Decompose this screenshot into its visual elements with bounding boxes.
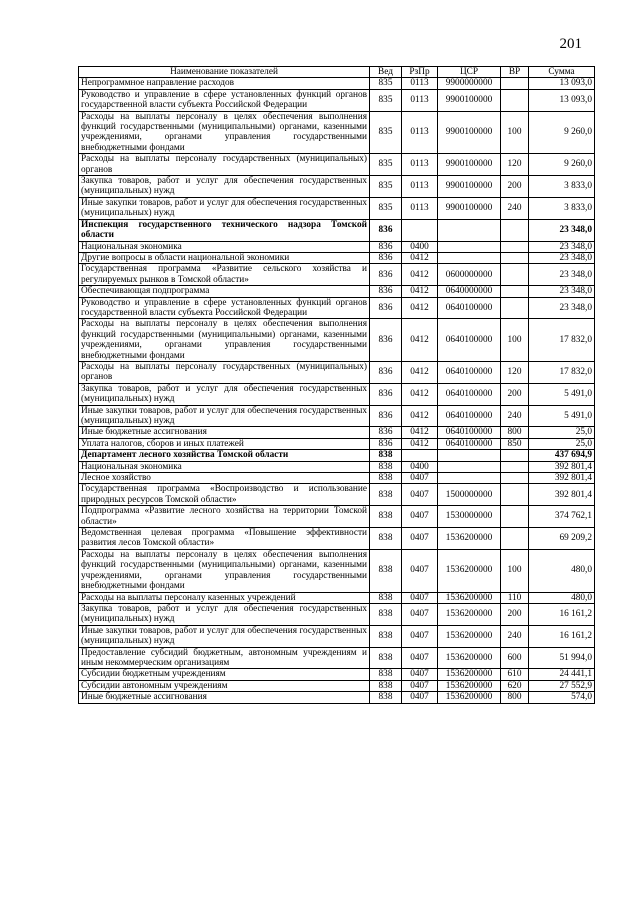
row-vr: 120 xyxy=(501,154,529,176)
table-row xyxy=(79,197,595,219)
row-sum: 51 994,0 xyxy=(529,647,595,669)
row-vr xyxy=(501,89,529,111)
row-sum: 17 832,0 xyxy=(529,319,595,362)
row-rzpr xyxy=(402,450,438,461)
row-vr xyxy=(501,78,529,89)
row-name: Лесное хозяйство xyxy=(79,473,370,484)
row-vr: 100 xyxy=(501,319,529,362)
row-name: Национальная экономика xyxy=(79,461,370,472)
header-name: Наименование показателей xyxy=(79,67,370,78)
row-csr xyxy=(438,450,501,461)
row-ved: 838 xyxy=(370,603,402,625)
row-csr xyxy=(438,473,501,484)
row-ved: 836 xyxy=(370,383,402,405)
row-vr xyxy=(501,241,529,252)
row-rzpr: 0412 xyxy=(402,438,438,449)
row-vr xyxy=(501,297,529,319)
table-row xyxy=(79,286,595,297)
row-name: Расходы на выплаты персоналу казенных учреждений xyxy=(79,592,370,603)
row-sum: 23 348,0 xyxy=(529,297,595,319)
row-name: Уплата налогов, сборов и иных платежей xyxy=(79,438,370,449)
row-sum: 24 441,1 xyxy=(529,669,595,680)
table-row xyxy=(79,361,595,383)
table-row xyxy=(79,319,595,362)
row-sum: 9 260,0 xyxy=(529,154,595,176)
table-row xyxy=(79,241,595,252)
row-csr: 1536200000 xyxy=(438,528,501,550)
row-ved: 838 xyxy=(370,680,402,691)
row-vr xyxy=(501,461,529,472)
row-vr xyxy=(501,506,529,528)
row-sum: 574,0 xyxy=(529,692,595,703)
row-sum: 23 348,0 xyxy=(529,286,595,297)
row-ved: 836 xyxy=(370,405,402,427)
row-ved: 836 xyxy=(370,286,402,297)
row-rzpr: 0113 xyxy=(402,111,438,154)
row-csr: 1536200000 xyxy=(438,603,501,625)
table-row xyxy=(79,669,595,680)
row-ved: 838 xyxy=(370,625,402,647)
row-csr: 9900000000 xyxy=(438,78,501,89)
row-rzpr: 0400 xyxy=(402,241,438,252)
row-sum: 5 491,0 xyxy=(529,383,595,405)
table-row xyxy=(79,450,595,461)
row-name: Непрограммное направление расходов xyxy=(79,78,370,89)
row-vr: 240 xyxy=(501,625,529,647)
table-row xyxy=(79,680,595,691)
row-sum: 25,0 xyxy=(529,427,595,438)
row-csr: 0640100000 xyxy=(438,438,501,449)
row-ved: 835 xyxy=(370,111,402,154)
row-csr: 1536200000 xyxy=(438,549,501,592)
table-row xyxy=(79,111,595,154)
row-name: Руководство и управление в сфере установленных функций органов государственной власти субъекта Российской Федерации xyxy=(79,297,370,319)
row-ved: 838 xyxy=(370,484,402,506)
row-sum: 392 801,4 xyxy=(529,473,595,484)
row-rzpr: 0412 xyxy=(402,427,438,438)
row-rzpr: 0407 xyxy=(402,473,438,484)
table-row xyxy=(79,89,595,111)
row-name: Департамент лесного хозяйства Томской области xyxy=(79,450,370,461)
row-csr: 1500000000 xyxy=(438,484,501,506)
row-name: Иные закупки товаров, работ и услуг для обеспечения государственных (муниципальных) нужд xyxy=(79,405,370,427)
row-sum: 69 209,2 xyxy=(529,528,595,550)
row-csr xyxy=(438,241,501,252)
table-row xyxy=(79,252,595,263)
row-vr xyxy=(501,473,529,484)
row-sum: 480,0 xyxy=(529,549,595,592)
row-rzpr: 0113 xyxy=(402,154,438,176)
row-csr: 1536200000 xyxy=(438,669,501,680)
row-ved: 838 xyxy=(370,647,402,669)
row-vr: 850 xyxy=(501,438,529,449)
row-csr: 1536200000 xyxy=(438,625,501,647)
row-ved: 835 xyxy=(370,78,402,89)
row-name: Руководство и управление в сфере установленных функций органов государственной власти субъекта Российской Федерации xyxy=(79,89,370,111)
row-sum: 13 093,0 xyxy=(529,89,595,111)
table-row xyxy=(79,506,595,528)
row-sum: 3 833,0 xyxy=(529,197,595,219)
row-vr: 120 xyxy=(501,361,529,383)
row-ved: 836 xyxy=(370,427,402,438)
row-vr: 110 xyxy=(501,592,529,603)
row-vr xyxy=(501,252,529,263)
row-sum: 23 348,0 xyxy=(529,219,595,241)
row-csr: 0640100000 xyxy=(438,361,501,383)
table-row xyxy=(79,484,595,506)
row-name: Закупка товаров, работ и услуг для обеспечения государственных (муниципальных) нужд xyxy=(79,383,370,405)
row-rzpr: 0113 xyxy=(402,89,438,111)
row-rzpr: 0412 xyxy=(402,383,438,405)
row-ved: 836 xyxy=(370,219,402,241)
row-vr xyxy=(501,484,529,506)
row-sum: 25,0 xyxy=(529,438,595,449)
row-name: Государственная программа «Воспроизводство и использование природных ресурсов Томской области» xyxy=(79,484,370,506)
row-vr: 200 xyxy=(501,176,529,198)
table-row xyxy=(79,264,595,286)
row-sum: 9 260,0 xyxy=(529,111,595,154)
row-sum: 374 762,1 xyxy=(529,506,595,528)
table-row xyxy=(79,549,595,592)
row-vr: 100 xyxy=(501,111,529,154)
row-ved: 836 xyxy=(370,264,402,286)
row-sum: 437 694,9 xyxy=(529,450,595,461)
row-name: Субсидии автономным учреждениям xyxy=(79,680,370,691)
row-csr: 1536200000 xyxy=(438,647,501,669)
row-csr xyxy=(438,252,501,263)
row-vr: 200 xyxy=(501,603,529,625)
row-ved: 838 xyxy=(370,528,402,550)
table-body xyxy=(79,78,595,703)
table-row xyxy=(79,154,595,176)
row-name: Расходы на выплаты персоналу в целях обеспечения выполнения функций государственными (муниципальными) органами, казенными учреждениями, органами управления государственными внебюджетными фондами xyxy=(79,319,370,362)
row-sum: 27 552,9 xyxy=(529,680,595,691)
row-ved: 836 xyxy=(370,361,402,383)
row-rzpr: 0407 xyxy=(402,669,438,680)
row-vr xyxy=(501,286,529,297)
table-row xyxy=(79,528,595,550)
row-csr xyxy=(438,219,501,241)
row-csr: 0640100000 xyxy=(438,383,501,405)
row-ved: 835 xyxy=(370,176,402,198)
row-name: Другие вопросы в области национальной экономики xyxy=(79,252,370,263)
row-ved: 838 xyxy=(370,473,402,484)
row-vr: 610 xyxy=(501,669,529,680)
row-ved: 838 xyxy=(370,592,402,603)
row-ved: 838 xyxy=(370,506,402,528)
row-csr: 1530000000 xyxy=(438,506,501,528)
row-csr: 1536200000 xyxy=(438,592,501,603)
header-csr: ЦСР xyxy=(438,67,501,78)
row-rzpr: 0407 xyxy=(402,692,438,703)
row-ved: 836 xyxy=(370,297,402,319)
row-name: Расходы на выплаты персоналу в целях обеспечения выполнения функций государственными (муниципальными) органами, казенными учреждениями, органами управления государственными внебюджетными фондами xyxy=(79,111,370,154)
row-sum: 23 348,0 xyxy=(529,241,595,252)
header-rzpr: РзПр xyxy=(402,67,438,78)
row-rzpr: 0412 xyxy=(402,361,438,383)
row-vr xyxy=(501,450,529,461)
row-ved: 838 xyxy=(370,669,402,680)
row-name: Инспекция государственного технического надзора Томской области xyxy=(79,219,370,241)
row-name: Иные бюджетные ассигнования xyxy=(79,427,370,438)
row-rzpr: 0407 xyxy=(402,506,438,528)
row-name: Ведомственная целевая программа «Повышение эффективности развития лесов Томской области» xyxy=(79,528,370,550)
table-row xyxy=(79,219,595,241)
row-csr: 1536200000 xyxy=(438,680,501,691)
row-rzpr: 0407 xyxy=(402,603,438,625)
row-sum: 23 348,0 xyxy=(529,264,595,286)
row-rzpr: 0113 xyxy=(402,197,438,219)
row-name: Расходы на выплаты персоналу в целях обеспечения выполнения функций государственными (муниципальными) органами, казенными учреждениями, органами управления государственными внебюджетными фондами xyxy=(79,549,370,592)
row-rzpr xyxy=(402,219,438,241)
row-name: Закупка товаров, работ и услуг для обеспечения государственных (муниципальных) нужд xyxy=(79,603,370,625)
row-csr: 0640000000 xyxy=(438,286,501,297)
row-rzpr: 0407 xyxy=(402,549,438,592)
table-header-row xyxy=(79,67,595,78)
row-rzpr: 0400 xyxy=(402,461,438,472)
row-ved: 836 xyxy=(370,252,402,263)
row-name: Государственная программа «Развитие сельского хозяйства и регулируемых рынков в Томской области» xyxy=(79,264,370,286)
row-rzpr: 0412 xyxy=(402,297,438,319)
row-vr: 620 xyxy=(501,680,529,691)
row-rzpr: 0113 xyxy=(402,176,438,198)
row-rzpr: 0412 xyxy=(402,405,438,427)
row-name: Расходы на выплаты персоналу государственных (муниципальных) органов xyxy=(79,154,370,176)
row-sum: 392 801,4 xyxy=(529,461,595,472)
row-sum: 13 093,0 xyxy=(529,78,595,89)
row-name: Субсидии бюджетным учреждениям xyxy=(79,669,370,680)
row-csr: 1536200000 xyxy=(438,692,501,703)
row-vr xyxy=(501,264,529,286)
table-row xyxy=(79,78,595,89)
row-ved: 836 xyxy=(370,438,402,449)
row-vr: 600 xyxy=(501,647,529,669)
row-vr: 200 xyxy=(501,383,529,405)
row-vr: 800 xyxy=(501,427,529,438)
header-ved: Вед xyxy=(370,67,402,78)
table-row xyxy=(79,473,595,484)
row-csr: 0640100000 xyxy=(438,297,501,319)
row-sum: 17 832,0 xyxy=(529,361,595,383)
row-csr: 9900100000 xyxy=(438,111,501,154)
row-vr xyxy=(501,528,529,550)
header-sum: Сумма xyxy=(529,67,595,78)
row-ved: 838 xyxy=(370,692,402,703)
row-name: Расходы на выплаты персоналу государственных (муниципальных) органов xyxy=(79,361,370,383)
row-csr: 0640100000 xyxy=(438,405,501,427)
budget-table xyxy=(78,66,595,704)
row-csr: 0640100000 xyxy=(438,319,501,362)
row-csr: 0640100000 xyxy=(438,427,501,438)
row-ved: 836 xyxy=(370,241,402,252)
row-name: Иные закупки товаров, работ и услуг для обеспечения государственных (муниципальных) нужд xyxy=(79,197,370,219)
row-ved: 835 xyxy=(370,89,402,111)
row-sum: 23 348,0 xyxy=(529,252,595,263)
row-rzpr: 0407 xyxy=(402,484,438,506)
row-sum: 16 161,2 xyxy=(529,603,595,625)
row-csr: 9900100000 xyxy=(438,197,501,219)
row-name: Подпрограмма «Развитие лесного хозяйства на территории Томской области» xyxy=(79,506,370,528)
row-csr xyxy=(438,461,501,472)
row-rzpr: 0407 xyxy=(402,680,438,691)
table-row xyxy=(79,297,595,319)
row-rzpr: 0113 xyxy=(402,78,438,89)
row-rzpr: 0412 xyxy=(402,264,438,286)
row-sum: 480,0 xyxy=(529,592,595,603)
row-name: Иные бюджетные ассигнования xyxy=(79,692,370,703)
row-name: Закупка товаров, работ и услуг для обеспечения государственных (муниципальных) нужд xyxy=(79,176,370,198)
row-ved: 835 xyxy=(370,154,402,176)
row-csr: 9900100000 xyxy=(438,89,501,111)
header-vr: ВР xyxy=(501,67,529,78)
row-csr: 9900100000 xyxy=(438,176,501,198)
table-row xyxy=(79,647,595,669)
table-row xyxy=(79,692,595,703)
row-ved: 838 xyxy=(370,461,402,472)
row-rzpr: 0412 xyxy=(402,319,438,362)
row-name: Обеспечивающая подпрограмма xyxy=(79,286,370,297)
table-row xyxy=(79,625,595,647)
row-ved: 838 xyxy=(370,450,402,461)
row-name: Иные закупки товаров, работ и услуг для обеспечения государственных (муниципальных) нужд xyxy=(79,625,370,647)
row-rzpr: 0407 xyxy=(402,647,438,669)
row-rzpr: 0407 xyxy=(402,592,438,603)
table-row xyxy=(79,438,595,449)
row-sum: 16 161,2 xyxy=(529,625,595,647)
row-rzpr: 0412 xyxy=(402,252,438,263)
row-name: Предоставление субсидий бюджетным, автономным учреждениям и иным некоммерческим организациям xyxy=(79,647,370,669)
row-sum: 392 801,4 xyxy=(529,484,595,506)
row-csr: 0600000000 xyxy=(438,264,501,286)
table-row xyxy=(79,176,595,198)
row-vr: 240 xyxy=(501,197,529,219)
row-vr xyxy=(501,219,529,241)
table-row xyxy=(79,592,595,603)
row-ved: 835 xyxy=(370,197,402,219)
row-vr: 100 xyxy=(501,549,529,592)
row-name: Национальная экономика xyxy=(79,241,370,252)
row-rzpr: 0407 xyxy=(402,625,438,647)
table-row xyxy=(79,603,595,625)
table-row xyxy=(79,427,595,438)
row-vr: 800 xyxy=(501,692,529,703)
row-rzpr: 0407 xyxy=(402,528,438,550)
table-row xyxy=(79,405,595,427)
row-csr: 9900100000 xyxy=(438,154,501,176)
row-sum: 5 491,0 xyxy=(529,405,595,427)
row-ved: 836 xyxy=(370,319,402,362)
table-row xyxy=(79,383,595,405)
table-row xyxy=(79,461,595,472)
page-number: 201 xyxy=(559,36,582,52)
row-ved: 838 xyxy=(370,549,402,592)
row-rzpr: 0412 xyxy=(402,286,438,297)
row-sum: 3 833,0 xyxy=(529,176,595,198)
row-vr: 240 xyxy=(501,405,529,427)
